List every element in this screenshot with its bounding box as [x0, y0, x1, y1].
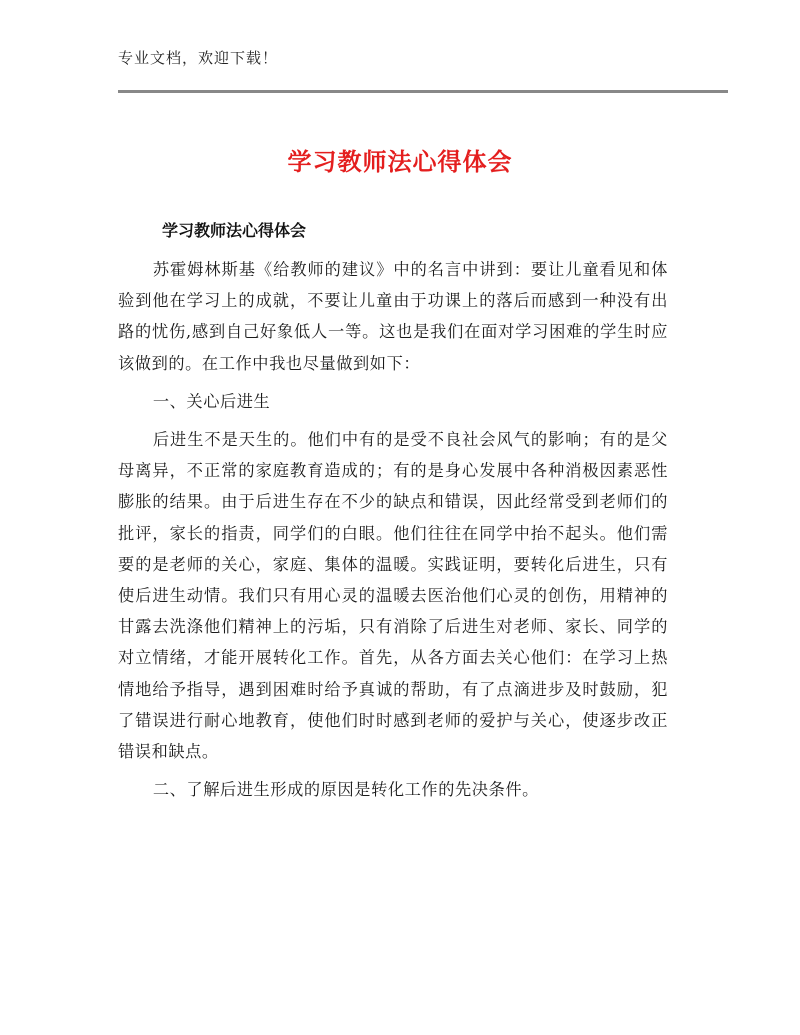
paragraph-section-1: 后进生不是天生的。他们中有的是受不良社会风气的影响；有的是父母离异，不正常的家庭教育造成的；有的是身心发展中各种消极因素恶性膨胀的结果。由于后进生存在不少的缺点和错误，因此经常受到老师们的批评，家长的指责，同学们的白眼。他们往往在同学中抬不起头。他们需要的是老师的关心，家庭、集体的温暖。实践证明，要转化后进生，只有使后进生动情。我们只有用心灵的温暖去医治他们心灵的创伤，用精神的甘露去洗涤他们精神上的污垢，只有消除了后进生对老师、家长、同学的对立情绪，才能开展转化工作。首先，从各方面去关心他们：在学习上热情地给予指导，遇到困难时给予真诚的帮助，有了点滴进步及时鼓励，犯了错误进行耐心地教育，使他们时时感到老师的爱护与关心，使逐步改正错误和缺点。 — [118, 430, 668, 762]
header-note: 专业文档，欢迎下载！ — [118, 49, 279, 67]
document-title: 学习教师法心得体会 — [287, 148, 513, 176]
section-heading-1: 一、关心后进生 — [152, 391, 271, 411]
document-body — [118, 220, 668, 805]
document-subtitle: 学习教师法心得体会 — [162, 221, 307, 240]
paragraph-intro: 苏霍姆林斯基《给教师的建议》中的名言中讲到：要让儿童看见和体验到他在学习上的成就，不要让儿童由于功课上的落后而感到一种没有出路的忧伤,感到自己好象低人一等。这也是我们在面对学习困难的学生时应该做到的。在工作中我也尽量做到如下： — [118, 260, 668, 373]
section-heading-2: 二、了解后进生形成的原因是转化工作的先决条件。 — [152, 780, 539, 800]
header-divider — [118, 90, 728, 93]
